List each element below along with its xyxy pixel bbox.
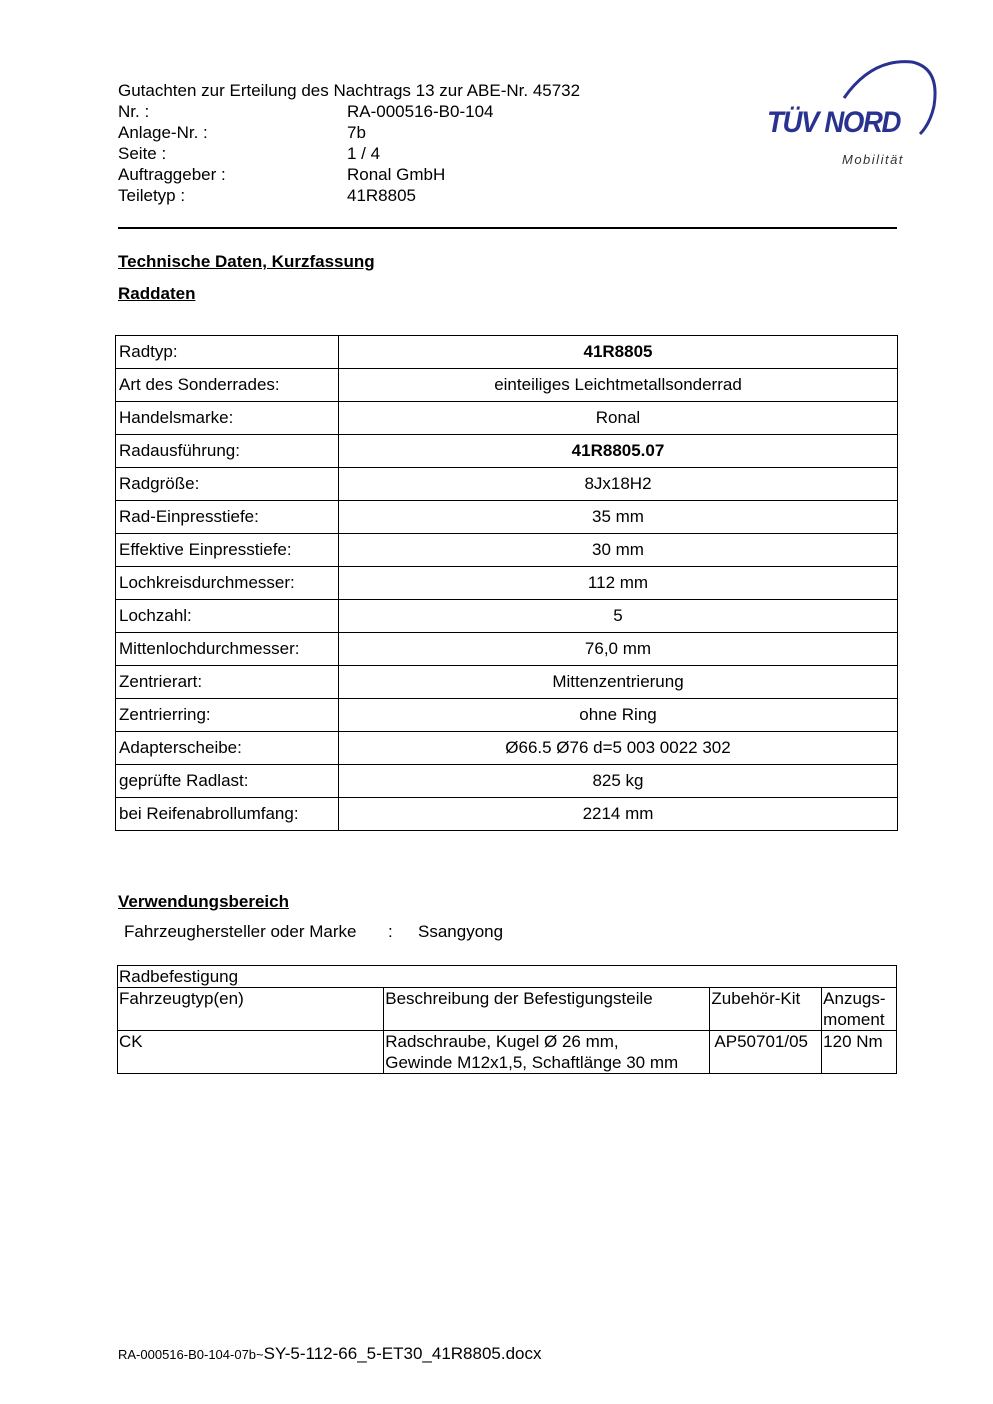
meta-value: 1 / 4 [347,144,381,163]
wheel-label-cell: Effektive Einpresstiefe: [116,534,339,567]
meta-label: Anlage-Nr. : [118,123,208,142]
wheel-value-cell: 112 mm [339,567,898,600]
mounting-header-cell: Fahrzeugtyp(en) [118,988,384,1031]
wheel-data-table [115,335,898,831]
table-row [118,1031,897,1074]
table-row [116,435,898,468]
mounting-header-row [118,988,897,1031]
mounting-caption: Radbefestigung [118,966,897,988]
wheel-value-cell: 30 mm [339,534,898,567]
mounting-table [117,965,897,1074]
wheel-value-cell: 825 kg [339,765,898,798]
vehicle-maker-line [124,922,503,942]
meta-value: RA-000516-B0-104 [347,102,494,121]
wheel-label-cell: Lochzahl: [116,600,339,633]
mounting-header-cell: Zubehör-Kit [710,988,822,1031]
wheel-value-cell: 76,0 mm [339,633,898,666]
logo-subtitle: Mobilität [842,152,904,167]
wheel-label-cell: bei Reifenabrollumfang: [116,798,339,831]
table-row [116,567,898,600]
table-row [116,336,898,369]
meta-row [118,101,580,122]
mounting-cell: 120 Nm [822,1031,897,1074]
logo-wordmark: TÜV NORD [767,106,901,139]
wheel-label-cell: Lochkreisdurchmesser: [116,567,339,600]
header-divider [118,227,897,229]
wheel-value-cell: 8Jx18H2 [339,468,898,501]
wheel-value-cell: einteiliges Leichtmetallsonderrad [339,369,898,402]
maker-label: Fahrzeughersteller oder Marke [124,922,357,941]
tuev-nord-logo [762,58,942,173]
table-row [116,732,898,765]
wheel-label-cell: Radtyp: [116,336,339,369]
wheel-value-cell: 2214 mm [339,798,898,831]
wheel-value-cell: Mittenzentrierung [339,666,898,699]
mounting-cell: Radschraube, Kugel Ø 26 mm, Gewinde M12x1,5, Schaftlänge 30 mm [384,1031,710,1074]
meta-label: Auftraggeber : [118,165,226,184]
wheel-value-cell: 5 [339,600,898,633]
mounting-header-cell: Beschreibung der Befestigungsteile [384,988,710,1031]
table-row [116,798,898,831]
table-row [116,699,898,732]
footer-filename [118,1344,542,1364]
maker-separator: : [388,922,393,941]
footer-file: SY-5-112-66_5-ET30_41R8805.docx [263,1344,542,1363]
table-row [116,402,898,435]
wheel-value-cell: 35 mm [339,501,898,534]
wheel-label-cell: Adapterscheibe: [116,732,339,765]
table-row [116,369,898,402]
meta-value: 41R8805 [347,186,417,205]
table-row [116,468,898,501]
wheel-label-cell: Rad-Einpresstiefe: [116,501,339,534]
table-row [116,633,898,666]
wheel-label-cell: Radausführung: [116,435,339,468]
wheel-label-cell: Art des Sonderrades: [116,369,339,402]
wheel-value-cell: 41R8805.07 [339,435,898,468]
meta-label: Seite : [118,144,167,163]
wheel-value-cell: ohne Ring [339,699,898,732]
table-row [116,501,898,534]
wheel-label-cell: Mittenlochdurchmesser: [116,633,339,666]
footer-prefix: RA-000516-B0-104-07b~ [118,1347,264,1362]
mounting-header-cell: Anzugs- moment [822,988,897,1031]
meta-label: Teiletyp : [118,186,186,205]
mounting-cell: CK [118,1031,384,1074]
section-wheel-heading: Raddaten [118,284,196,303]
table-row [116,600,898,633]
meta-label: Nr. : [118,102,150,121]
meta-row [118,122,580,143]
meta-row [118,143,580,164]
wheel-label-cell: Handelsmarke: [116,402,339,435]
section-tech-heading: Technische Daten, Kurzfassung [118,252,375,271]
mounting-cell: AP50701/05 [710,1031,822,1074]
wheel-value-cell: 41R8805 [339,336,898,369]
wheel-label-cell: Radgröße: [116,468,339,501]
meta-value: Ronal GmbH [347,165,446,184]
wheel-label-cell: Zentrierring: [116,699,339,732]
meta-row [118,164,580,185]
document-title: Gutachten zur Erteilung des Nachtrags 13 zur ABE-Nr. 45732 [118,81,581,100]
section-usage-heading: Verwendungsbereich [118,892,289,911]
table-row [116,534,898,567]
meta-list [118,101,580,206]
meta-row [118,185,580,206]
wheel-label-cell: Zentrierart: [116,666,339,699]
table-row [116,666,898,699]
wheel-value-cell: Ø66.5 Ø76 d=5 003 0022 302 [339,732,898,765]
document-header [118,80,580,206]
wheel-label-cell: geprüfte Radlast: [116,765,339,798]
meta-value: 7b [347,123,366,142]
table-row [116,765,898,798]
wheel-value-cell: Ronal [339,402,898,435]
maker-value: Ssangyong [418,922,504,941]
